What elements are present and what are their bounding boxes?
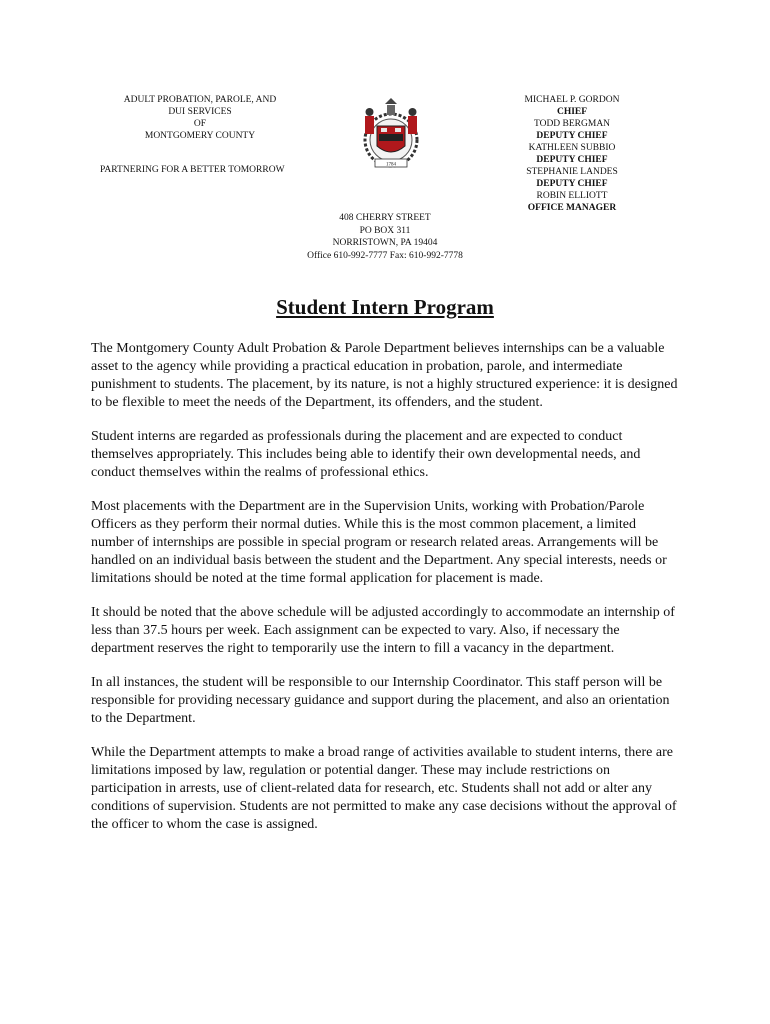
seal-year: 1784 (386, 162, 396, 168)
address-line: NORRISTOWN, PA 19404 (332, 238, 438, 248)
staff-title: OFFICE MANAGER (527, 203, 617, 213)
staff-name: KATHLEEN SUBBIO (528, 143, 616, 153)
staff-title: DEPUTY CHIEF (536, 131, 608, 141)
tagline: PARTNERING FOR A BETTER TOMORROW (100, 165, 285, 175)
body-paragraph: Student interns are regarded as professionals during the placement and are expected to conduct themselves appropriately. This includes being able to identify their own developmental needs, and conduct themselves within the realms of professional ethics. (91, 429, 641, 480)
agency-name-line: OF (193, 119, 207, 129)
body-paragraph: While the Department attempts to make a broad range of activities available to student interns, there are limitations imposed by law, regulation or potential danger. These may include restrictions on participation in arrests, use of client-related data for research, etc. Students shall not add or alter any conditions of supervision. Students are not permitted to make any case decisions without the approval of the officer to whom the case is assigned. (91, 745, 677, 832)
address-block (280, 212, 490, 262)
staff-name: TODD BERGMAN (533, 119, 611, 129)
body-paragraph: The Montgomery County Adult Probation & Parole Department believes internships can be a valuable asset to the agency while providing a practical education in probation, parole, and intermediate punishment to students. The placement, by its nature, is not a highly structured experience: it is designed to be flexible to meet the needs of the Department, its offenders, and the student. (91, 341, 678, 410)
staff-name: MICHAEL P. GORDON (524, 95, 620, 105)
staff-title: CHIEF (556, 107, 588, 117)
document-title: Student Intern Program (276, 295, 494, 319)
staff-name: STEPHANIE LANDES (526, 167, 618, 177)
staff-title: DEPUTY CHIEF (536, 179, 608, 189)
body-paragraph: It should be noted that the above schedule will be adjusted accordingly to accommodate an internship of less than 37.5 hours per week. Each assignment can be expected to vary. Also, if necessary the department reserves the right to temporarily use the intern to fill a vacancy in the department. (91, 605, 675, 656)
staff-name: ROBIN ELLIOTT (536, 191, 608, 201)
staff-roster (512, 94, 632, 214)
body-paragraph: In all instances, the student will be responsible to our Internship Coordinator. This staff person will be responsible for providing necessary guidance and support during the placement, and also an orientation to the Department. (91, 675, 670, 726)
agency-name-block (100, 94, 300, 175)
phone-fax-line: Office 610-992-7777 Fax: 610-992-7778 (307, 250, 463, 261)
agency-name-line: MONTGOMERY COUNTY (144, 131, 256, 141)
body-paragraph: Most placements with the Department are in the Supervision Units, working with Probation/Parole Officers as they perform their normal duties. While this is the most common placement, a limited number of internships are possible in special program or research related areas. Arrangements will be handled on an individual basis between the student and the Department. Any special interests, needs or limitations should be noted at the time formal application for placement is made. (91, 499, 667, 586)
agency-name-line: DUI SERVICES (168, 107, 232, 117)
address-line: 408 CHERRY STREET (339, 213, 431, 223)
address-line: PO BOX 311 (359, 225, 411, 236)
document-body (91, 340, 681, 850)
agency-name-line: ADULT PROBATION, PAROLE, AND (123, 95, 277, 105)
county-seal-icon (357, 96, 425, 172)
staff-title: DEPUTY CHIEF (536, 155, 608, 165)
